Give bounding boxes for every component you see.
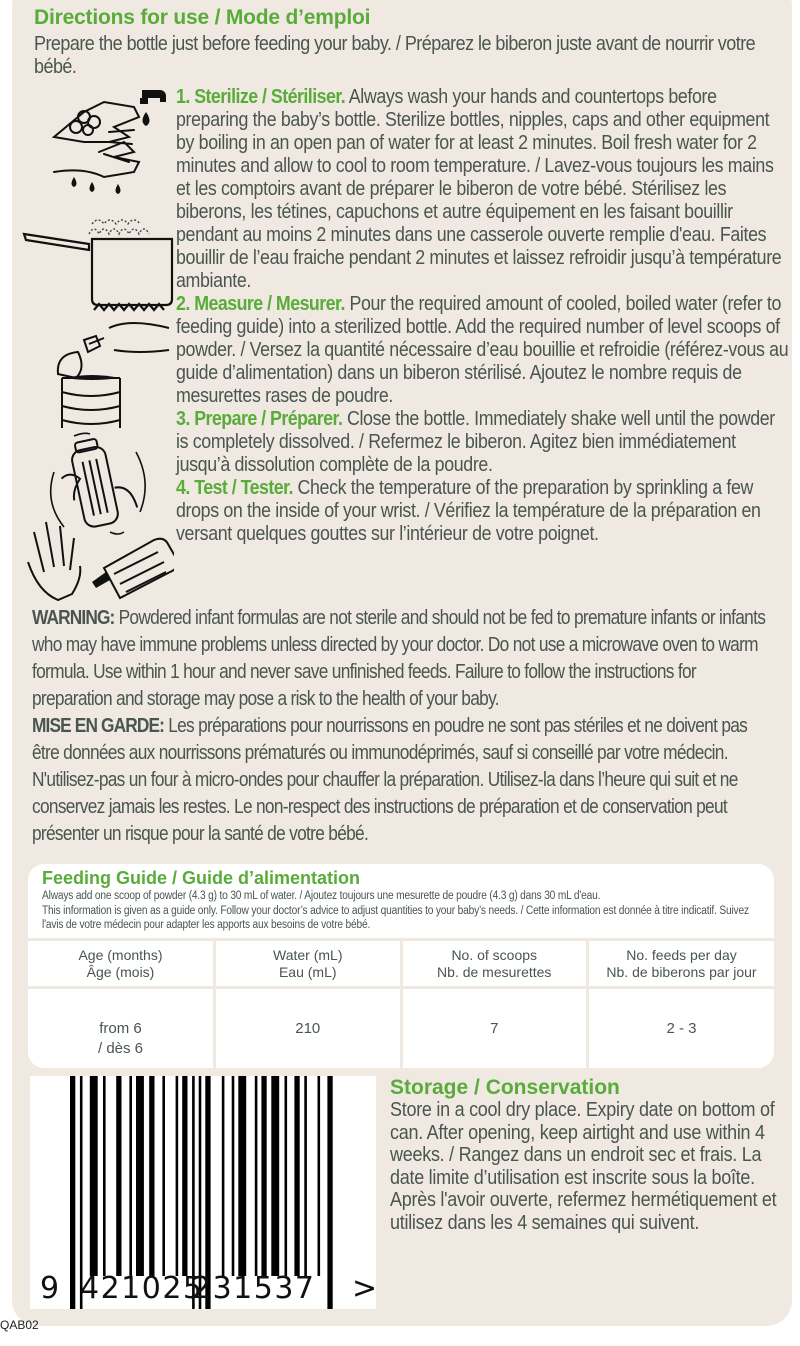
barcode-bar	[261, 1076, 266, 1276]
step-test	[176, 477, 790, 546]
storage-title: Storage / Conservation	[390, 1076, 620, 1099]
cell-age: from 6 / dès 6	[28, 988, 215, 1069]
table-row	[28, 988, 774, 1069]
barcode-bar	[176, 1076, 179, 1276]
barcode-bar	[149, 1076, 154, 1276]
warnings	[32, 605, 776, 848]
feeding-guide-title: Feeding Guide / Guide d’alimentation	[42, 868, 361, 888]
cell-scoops: 7	[401, 988, 588, 1069]
barcode-bar	[238, 1076, 246, 1276]
warning-heading: WARNING:	[32, 607, 115, 629]
barcode-bar	[222, 1076, 225, 1276]
barcode-bar	[294, 1076, 299, 1276]
storage-text: Store in a cool dry place. Expiry date on bottom of can. After opening, keep airtight and use within 4 weeks. / Rangez dans un endroit sec et frais. La date limite d’utilisation est inscrite sous la boîte. Après l'avoir ouverte, refermez hermétiquement et utilisez dans les 4 semaines qui suivent.	[390, 1099, 777, 1234]
barcode-bar	[232, 1076, 235, 1276]
barcode-bar	[271, 1076, 279, 1276]
illustrations-column	[14, 82, 174, 602]
barcode-digits	[30, 1272, 376, 1308]
barcode-bar	[90, 1076, 98, 1276]
barcode-bar	[129, 1076, 132, 1276]
feeding-note: Always add one scoop of powder (4.3 g) to 30 mL of water. / Ajoutez toujours une mesurette de poudre (4.3 g) dans 30 mL d'eau.	[42, 890, 601, 902]
feeding-guide-notes	[42, 889, 768, 933]
barcode-bar	[116, 1076, 121, 1276]
warning-fr	[32, 713, 776, 848]
directions-title: Directions for use / Mode d’emploi	[34, 6, 371, 29]
barcode-first-digit: 9	[40, 1271, 60, 1306]
feeding-note: This information is given as a guide only. Follow your doctor’s advice to adjust quantities to your baby’s needs. / Cette information est donnée à titre indicatif. Suivez l'avis de votre médecin pour adapter les apports aux besoins de votre bébé.	[42, 904, 749, 931]
feeding-table	[28, 938, 774, 1068]
barcode	[30, 1076, 376, 1309]
step-label: 4. Test / Tester.	[176, 477, 293, 499]
warning-heading: MISE EN GARDE:	[32, 715, 165, 737]
barcode-left-group: 421025	[80, 1271, 204, 1306]
step-prepare	[176, 408, 790, 477]
direction-steps	[176, 86, 790, 546]
barcode-bar	[318, 1076, 321, 1276]
step-text: Pour the required amount of cooled, boiled water (refer to feeding guide) into a sterilized bottle. Add the required number of level scoops of powder. / Versez la quantité nécessaire d’eau bouillie et refroidie (référez-vous au guide d’alimentation) dans un biberon stérilisé. Ajoutez le nombre requis de mesurettes rases de poudre.	[176, 293, 789, 407]
column-header-scoops: No. of scoops Nb. de mesurettes	[401, 940, 588, 988]
barcode-bar	[304, 1076, 307, 1276]
wrist-test-icon	[14, 512, 174, 612]
warning-text: Les préparations pour nourrissons en poudre ne sont pas stériles et ne doivent pas être données aux nourrissons prématurés ou immunodéprimés, sauf si conseillé par votre médecin. N'utilisez-pas un four à micro-ondes pour chauffer la préparation. Utilisez-la dans l’heure qui suit et ne conservez jamais les restes. Le non-respect des instructions de préparation et de conservation peut présenter un risque pour la santé de votre bébé.	[32, 715, 748, 845]
warning-text: Powdered infant formulas are not sterile and should not be fed to premature infants or infants who may have immune problems unless directed by your doctor. Do not use a microwave oven to warm formula. Use within 1 hour and never save unfinished feeds. Failure to follow the instructions for preparation and storage may pose a risk to the health of your baby.	[32, 607, 766, 710]
barcode-bar	[103, 1076, 106, 1276]
barcode-bar	[182, 1076, 187, 1276]
boiling-pot-icon	[14, 204, 174, 314]
column-header-feeds: No. feeds per day Nb. de biberons par jour	[588, 940, 775, 988]
step-text: Close the bottle. Immediately shake well until the powder is completely dissolved. / Refermez le biberon. Agitez bien immédiatement jusqu’à dissolution complète de la poudre.	[176, 408, 775, 476]
step-label: 1. Sterilize / Stériliser.	[176, 86, 346, 108]
feeding-table-header	[28, 940, 774, 988]
cell-feeds: 2 - 3	[588, 988, 775, 1069]
column-header-age: Age (months) Âge (mois)	[28, 940, 215, 988]
cell-water: 210	[215, 988, 402, 1069]
step-text: Always wash your hands and countertops before preparing the baby’s bottle. Sterilize bottles, nipples, caps and other equipment by boiling in an open pan of water for at least 2 minutes. Boil fresh water for 2 minutes and allow to cool to room temperature. / Lavez-vous toujours les mains et les comptoirs avant de préparer le biberon de votre bébé. Stérilisez les biberons, les tétines, capuchons et autre équipement en les faisant bouillir pendant au moins 2 minutes dans une casserole ouverte remplie d'eau. Faites bouillir de l’eau fraiche pendant 2 minutes et laissez refroidir jusqu’à température ambiante.	[176, 86, 782, 292]
barcode-bar	[162, 1076, 165, 1276]
step-measure	[176, 293, 790, 408]
step-label: 2. Measure / Mesurer.	[176, 293, 345, 315]
hand-washing-icon	[14, 82, 174, 202]
warning-en	[32, 605, 776, 713]
step-text: Check the temperature of the preparation by sprinkling a few drops on the inside of your wrist. / Vérifiez la température de la préparation en versant quelques gouttes sur l’intérieur de votre poignet.	[176, 477, 761, 545]
step-label: 3. Prepare / Préparer.	[176, 408, 343, 430]
directions-intro: Prepare the bottle just before feeding your baby. / Préparez le biberon juste avant de nourrir votre bébé.	[34, 33, 756, 78]
product-code: QAB02	[0, 1318, 39, 1332]
barcode-bar	[255, 1076, 258, 1276]
feeding-guide	[28, 864, 774, 1068]
barcode-bar	[136, 1076, 144, 1276]
scoop-into-can-icon	[14, 318, 174, 428]
column-header-water: Water (mL) Eau (mL)	[215, 940, 402, 988]
barcode-end-mark: >	[352, 1271, 378, 1306]
barcode-bar	[285, 1076, 288, 1276]
barcode-right-group: 231537	[192, 1271, 316, 1306]
step-sterilize	[176, 86, 790, 293]
